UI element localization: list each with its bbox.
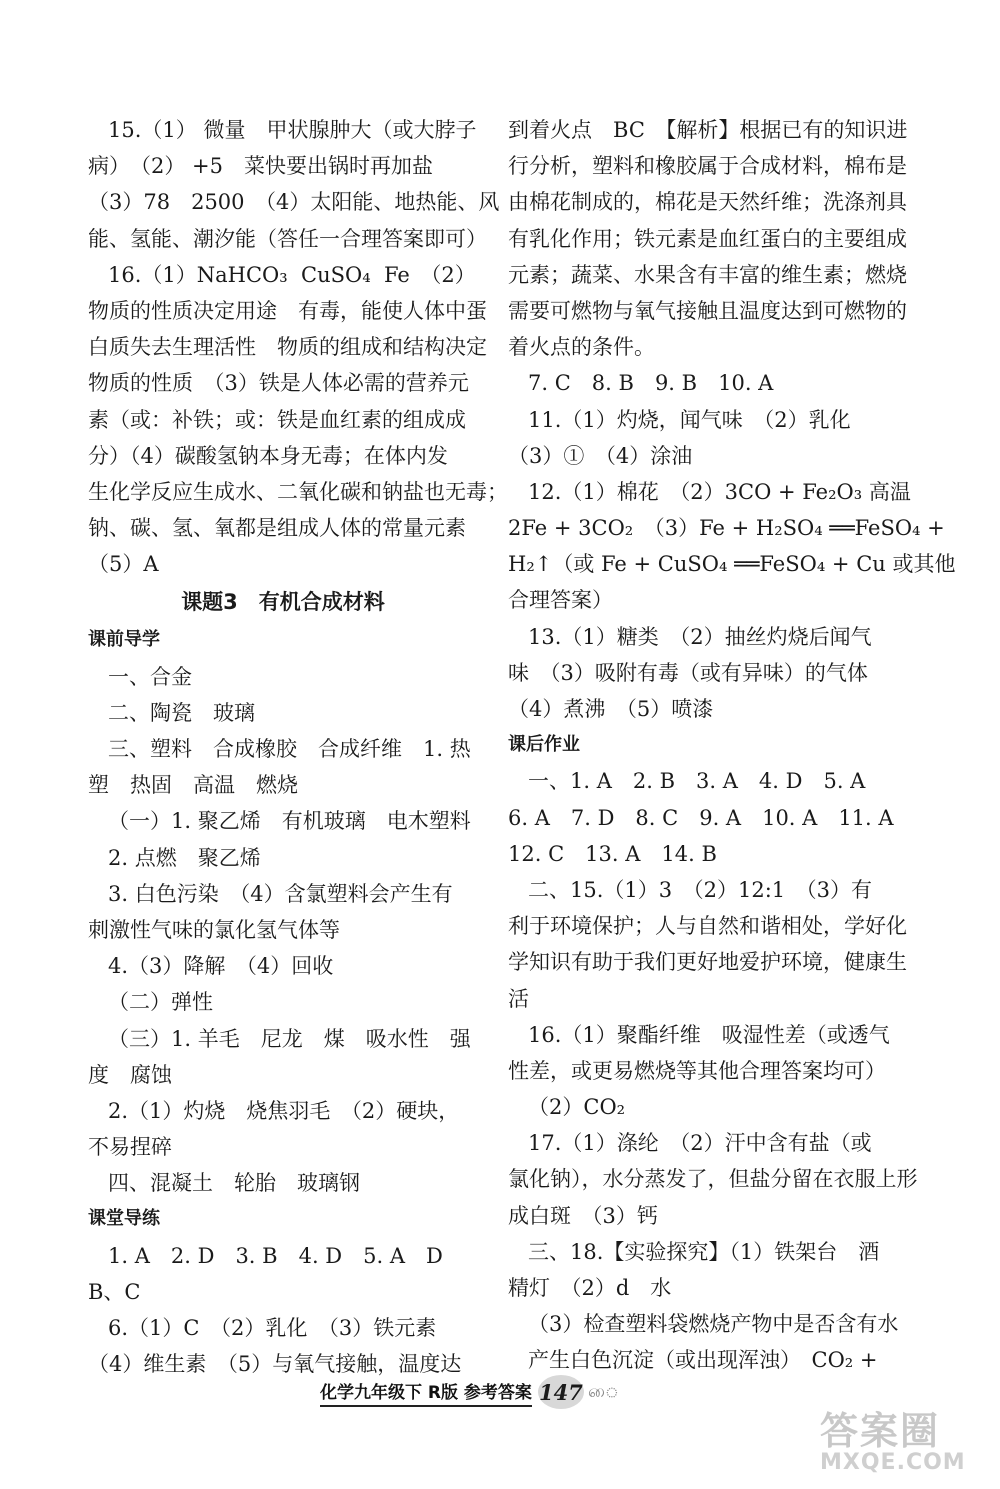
text-line: 生化学反应生成水、二氧化碳和钠盐也无毒； [88, 479, 508, 504]
text-line: 塑 热固 高温 燃烧 [88, 773, 298, 798]
text-line: 行分析，塑料和橡胶属于合成材料，棉布是 [508, 154, 907, 179]
watermark-url: MXQE.COM [820, 1450, 966, 1475]
text-line: 11.（1）灼烧，闻气味 （2）乳化 [508, 407, 851, 432]
text-line: 6. A 7. D 8. C 9. A 10. A 11. A [508, 805, 894, 830]
page-footer [320, 1372, 619, 1412]
text-line: 三、塑料 合成橡胶 合成纤维 1. 热 [88, 737, 471, 761]
text-line: 15.（1） 微量 甲状腺肿大（或大脖子 [88, 118, 477, 142]
left-column [88, 112, 508, 1382]
text-line: 到着火点 BC 【解析】根据已有的知识进 [508, 118, 908, 142]
right-lines-block-2 [508, 763, 918, 1378]
text-line: 3. 白色污染 （4）含氯塑料会产生有 [88, 881, 453, 906]
text-line: 刺激性气味的氯化氢气体等 [88, 917, 340, 942]
text-line: 12.（1）棉花 （2）3CO + Fe₂O₃ 高温 [508, 479, 911, 504]
text-line: 合理答案） [508, 588, 613, 613]
subsection-in-class-practice: 课堂导练 [88, 1208, 160, 1230]
text-line: 病） （2） +5 菜快要出锅时再加盐 [88, 154, 433, 179]
text-line: 7. C 8. B 9. B 10. A [508, 371, 774, 396]
left-lines-block-3 [88, 1238, 478, 1383]
text-line: 素（或：补铁；或：铁是血红素的组成成 [88, 407, 466, 432]
text-line: 学知识有助于我们更好地爱护环境，健康生 [508, 950, 907, 975]
text-line: 16.（1）NaHCO₃ CuSO₄ Fe （2） [88, 262, 476, 287]
text-line: 物质的性质 （3）铁是人体必需的营养元 [88, 371, 469, 396]
text-line: （4）煮沸 （5）喷漆 [508, 697, 714, 721]
text-line: 4.（3）降解 （4）回收 [88, 954, 334, 979]
text-line: 13.（1）糖类 （2）抽丝灼烧后闻气 [508, 624, 872, 649]
subsection-homework: 课后作业 [508, 734, 580, 756]
text-line: 度 腐蚀 [88, 1062, 172, 1087]
text-line: （2）CO₂ [508, 1095, 626, 1120]
right-column [508, 112, 956, 1379]
text-line: 2. 点燃 聚乙烯 [88, 845, 261, 870]
text-line: 利于环境保护；人与自然和谐相处，学好化 [508, 914, 907, 939]
text-line: 白质失去生理活性 物质的组成和结构决定 [88, 335, 487, 360]
text-line: 需要可燃物与氧气接触且温度达到可燃物的 [508, 298, 907, 323]
text-line: 17.（1）涤纶 （2）汗中含有盐（或 [508, 1131, 872, 1156]
text-line: H₂↑（或 Fe + CuSO₄ ══FeSO₄ + Cu 或其他 [508, 552, 956, 577]
text-line: 1. A 2. D 3. B 4. D 5. A D [88, 1243, 443, 1268]
text-line: 精灯 （2）d 水 [508, 1276, 672, 1300]
text-line: 16.（1）聚酯纤维 吸湿性差（或透气 [508, 1022, 890, 1047]
text-line: 物质的性质决定用途 有毒，能使人体中蛋 [88, 298, 487, 323]
left-lines-block [88, 112, 508, 582]
left-lines-block-2 [88, 659, 478, 1202]
text-line: 6.（1）C （2）乳化 （3）铁元素 [88, 1316, 437, 1340]
section-title: 课题3 有机合成材料 [181, 590, 385, 615]
text-line: （一）1. 聚乙烯 有机玻璃 电木塑料 [88, 809, 471, 834]
text-line: 一、合金 [88, 664, 193, 689]
text-line: （4）维生素 （5）与氧气接触，温度达 [88, 1352, 462, 1377]
right-lines-block [508, 112, 956, 727]
text-line: （3）检查塑料袋燃烧产物中是否含有水 [508, 1312, 899, 1337]
text-line: （三）1. 羊毛 尼龙 煤 吸水性 强 [88, 1026, 471, 1051]
text-line: 二、陶瓷 玻璃 [88, 700, 256, 725]
text-line: B、C [88, 1279, 141, 1304]
text-line: 产生白色沉淀（或出现浑浊） CO₂ + [508, 1348, 878, 1373]
text-line: 一、1. A 2. B 3. A 4. D 5. A [508, 769, 866, 794]
text-line: 成白斑 （3）钙 [508, 1203, 658, 1228]
text-line: 三、18.【实验探究】（1）铁架台 酒 [508, 1239, 880, 1264]
text-line: 钠、碳、氢、氧都是组成人体的常量元素 [88, 516, 466, 541]
subsection-pre-class-guide: 课前导学 [88, 629, 160, 651]
text-line: 活 [508, 986, 529, 1011]
text-line: （二）弹性 [88, 990, 214, 1015]
text-line: 12. C 13. A 14. B [508, 841, 717, 866]
text-line: 氯化钠），水分蒸发了，但盐分留在衣服上形 [508, 1167, 918, 1192]
text-line: 味 （3）吸附有毒（或有异味）的气体 [508, 660, 868, 685]
watermark [790, 1400, 990, 1480]
footer-book-title: 化学九年级下 R版 参考答案 [320, 1378, 532, 1407]
text-line: 有乳化作用；铁元素是血红蛋白的主要组成 [508, 226, 907, 251]
text-line: 二、15.（1）3 （2）12:1 （3）有 [508, 877, 873, 902]
text-line: 性差，或更易燃烧等其他合理答案均可） [508, 1058, 886, 1083]
text-line: 2Fe + 3CO₂ （3）Fe + H₂SO₄ ══FeSO₄ + [508, 516, 945, 541]
text-line: 着火点的条件。 [508, 335, 655, 360]
text-line: （5）A [88, 552, 159, 577]
text-line: 2.（1）灼烧 烧焦羽毛 （2）硬块， [88, 1098, 460, 1123]
watermark-logo: 答案圈 [820, 1409, 941, 1453]
page-number: 147 [538, 1375, 584, 1409]
text-line: 四、混凝土 轮胎 玻璃钢 [88, 1171, 361, 1196]
swirl-ornament-icon: ை [587, 1380, 619, 1402]
text-line: 不易捏碎 [88, 1135, 172, 1160]
text-line: 分）（4）碳酸氢钠本身无毒；在体内发 [88, 443, 448, 468]
text-line: 由棉花制成的，棉花是天然纤维；洗涤剂具 [508, 190, 907, 215]
text-line: （3）78 2500 （4）太阳能、地热能、风 [88, 190, 500, 215]
text-line: 元素；蔬菜、水果含有丰富的维生素；燃烧 [508, 262, 907, 287]
text-line: 能、氢能、潮汐能（答任一合理答案即可） [88, 226, 487, 251]
text-line: （3）① （4）涂油 [508, 443, 693, 468]
